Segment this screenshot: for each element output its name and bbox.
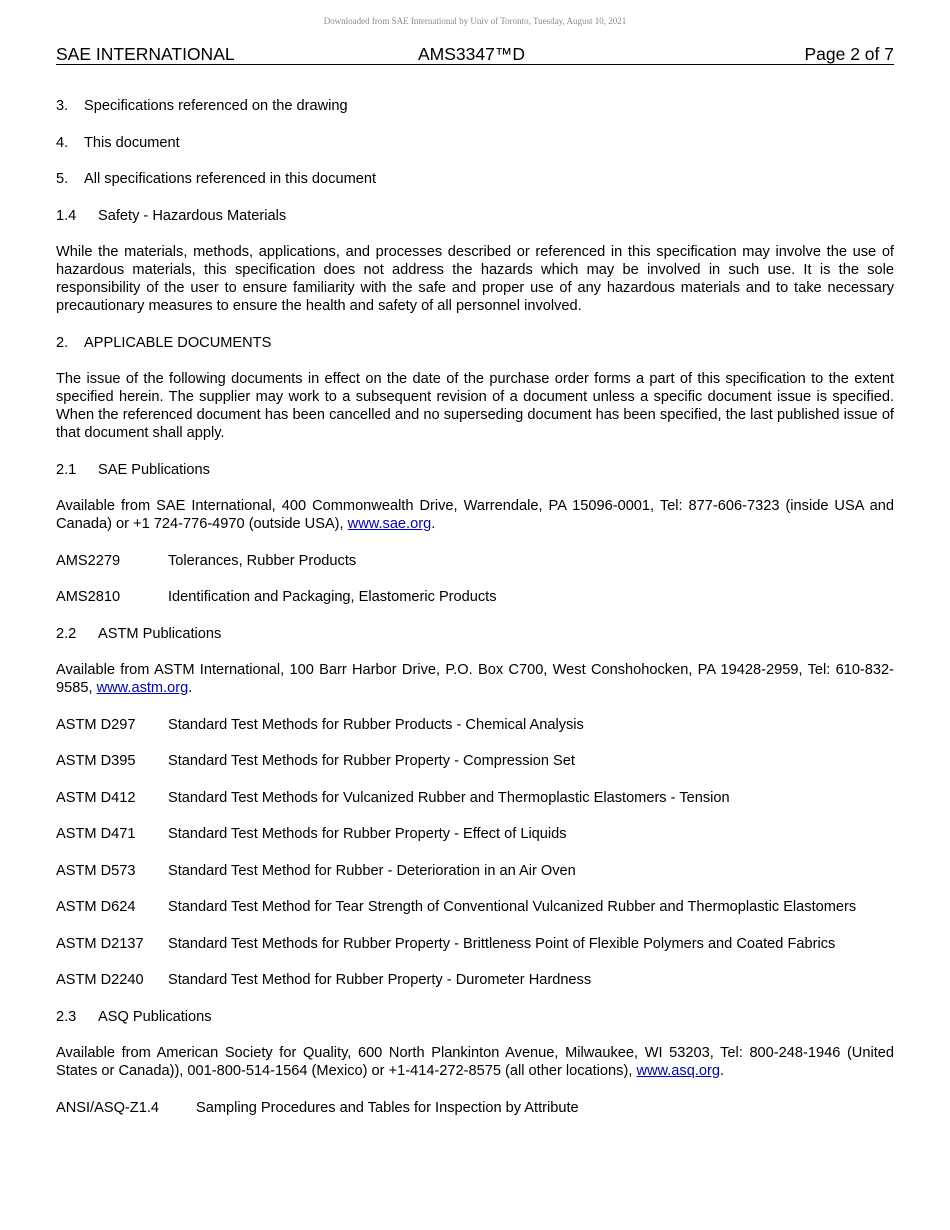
- section-heading-astm: [56, 625, 894, 643]
- section-heading-asq: [56, 1008, 894, 1026]
- safety-paragraph: While the materials, methods, applications, and processes described or referenced in this specification may involve the use of hazardous materials, this specification does not address the hazards which may be involved in such use. It is the sole responsibility of the user to ensure familiarity with the safe and proper use of any hazardous materials and to take necessary precautionary measures to ensure the health and safety of all personnel involved.: [56, 244, 894, 314]
- list-item-text: Specifications referenced on the drawing: [84, 98, 348, 114]
- astm-link[interactable]: www.astm.org: [96, 680, 189, 696]
- reference-id: ASTM D573: [56, 862, 136, 879]
- header-page-number: Page 2 of 7: [804, 44, 894, 64]
- reference-item: [56, 552, 894, 570]
- page-header: [56, 44, 894, 65]
- reference-title: Standard Test Methods for Vulcanized Rubber and Thermoplastic Elastomers - Tension: [168, 789, 730, 806]
- reference-item: [56, 716, 894, 734]
- reference-id: ASTM D2240: [56, 972, 144, 988]
- section-title: ASQ Publications: [98, 1008, 212, 1025]
- reference-title: Standard Test Methods for Rubber Property - Compression Set: [168, 753, 575, 769]
- reference-title: Sampling Procedures and Tables for Inspection by Attribute: [196, 1099, 579, 1116]
- reference-title: Standard Test Method for Rubber Property - Durometer Hardness: [168, 972, 592, 988]
- reference-title: Standard Test Method for Rubber - Deterioration in an Air Oven: [168, 862, 576, 879]
- reference-item: [56, 825, 894, 843]
- document-body: [56, 97, 894, 1117]
- header-doc-number: AMS3347™D: [418, 44, 525, 64]
- list-item-text: This document: [84, 134, 180, 151]
- header-org: SAE INTERNATIONAL: [56, 44, 235, 64]
- section-heading-safety: [56, 207, 894, 225]
- sae-link[interactable]: www.sae.org: [347, 516, 432, 532]
- list-item: [56, 134, 894, 152]
- list-item: [56, 170, 894, 188]
- section-number: 2.3: [56, 1008, 77, 1025]
- reference-title: Standard Test Methods for Rubber Products - Chemical Analysis: [168, 716, 584, 733]
- reference-item: [56, 862, 894, 880]
- availability-text: Available from American Society for Quality, 600 North Plankinton Avenue, Milwaukee, WI 53203, Tel: 800-248-1946 (United States or Canada)), 001-800-514-1564 (Mexico) or +1-414-272-8575 (all other locations),: [56, 1045, 894, 1079]
- list-item-text: All specifications referenced in this document: [84, 171, 377, 187]
- section-number: 1.4: [56, 207, 77, 224]
- reference-id: ASTM D2137: [56, 935, 144, 952]
- reference-item: [56, 971, 894, 989]
- reference-title: Standard Test Methods for Rubber Property - Effect of Liquids: [168, 826, 567, 842]
- section-title: Safety - Hazardous Materials: [98, 207, 287, 224]
- reference-item: [56, 752, 894, 770]
- list-item: [56, 97, 894, 115]
- availability-text: Available from SAE International, 400 Commonwealth Drive, Warrendale, PA 15096-0001, Tel: 877-606-7323 (inside USA and Canada) or +1 724-776-4970 (outside USA),: [56, 498, 894, 532]
- section-number: 2.: [56, 334, 69, 351]
- reference-title: Standard Test Methods for Rubber Property - Brittleness Point of Flexible Polymers and Coated Fabrics: [168, 935, 836, 952]
- section-number: 2.1: [56, 461, 77, 478]
- reference-item: [56, 588, 894, 606]
- section-heading-applicable-documents: [56, 334, 894, 352]
- reference-id: ASTM D624: [56, 899, 136, 915]
- reference-id: ASTM D395: [56, 753, 136, 769]
- section-title: APPLICABLE DOCUMENTS: [84, 334, 272, 351]
- asq-link[interactable]: www.asq.org: [636, 1063, 720, 1079]
- reference-id: ASTM D471: [56, 826, 136, 842]
- section-number: 2.2: [56, 625, 77, 642]
- reference-title: Standard Test Method for Tear Strength of Conventional Vulcanized Rubber and Thermoplastic Elastomers: [168, 899, 857, 915]
- reference-item: [56, 1099, 894, 1117]
- section-title: ASTM Publications: [98, 625, 222, 642]
- reference-id: AMS2810: [56, 589, 121, 605]
- reference-id: ASTM D297: [56, 716, 136, 733]
- astm-availability: Available from ASTM International, 100 Barr Harbor Drive, P.O. Box C700, West Conshohocken, PA 19428-2959, Tel: 610-832-9585, www.astm.org.: [56, 662, 894, 696]
- asq-availability: Available from American Society for Quality, 600 North Plankinton Avenue, Milwaukee, WI 53203, Tel: 800-248-1946 (United States or Canada)), 001-800-514-1564 (Mexico) or +1-414-272-8575 (all other locations), www.asq.org.: [56, 1045, 894, 1079]
- reference-id: ASTM D412: [56, 789, 136, 806]
- reference-item: [56, 789, 894, 807]
- section-heading-sae: [56, 461, 894, 479]
- section-title: SAE Publications: [98, 461, 210, 478]
- reference-title: Identification and Packaging, Elastomeric Products: [168, 589, 497, 605]
- list-item-number: 4.: [56, 134, 69, 151]
- reference-item: [56, 898, 894, 916]
- list-item-number: 3.: [56, 98, 69, 114]
- reference-item: [56, 935, 894, 953]
- applicable-documents-paragraph: The issue of the following documents in effect on the date of the purchase order forms a part of this specification to the extent specified herein. The supplier may work to a subsequent revision of a document unless a specific document issue is specified. When the referenced document has been cancelled and no superseding document has been specified, the last published issue of that document shall apply.: [56, 371, 894, 441]
- reference-title: Tolerances, Rubber Products: [168, 552, 357, 569]
- reference-id: AMS2279: [56, 552, 121, 569]
- download-watermark: Downloaded from SAE International by Univ of Toronto, Tuesday, August 10, 2021: [323, 16, 627, 26]
- availability-text: Available from ASTM International, 100 Barr Harbor Drive, P.O. Box C700, West Conshohocken, PA 19428-2959, Tel: 610-832-9585,: [56, 662, 894, 696]
- sae-availability: Available from SAE International, 400 Commonwealth Drive, Warrendale, PA 15096-0001, Tel: 877-606-7323 (inside USA and Canada) or +1 724-776-4970 (outside USA), www.sae.org.: [56, 498, 894, 532]
- list-item-number: 5.: [56, 171, 69, 187]
- reference-id: ANSI/ASQ-Z1.4: [56, 1099, 159, 1116]
